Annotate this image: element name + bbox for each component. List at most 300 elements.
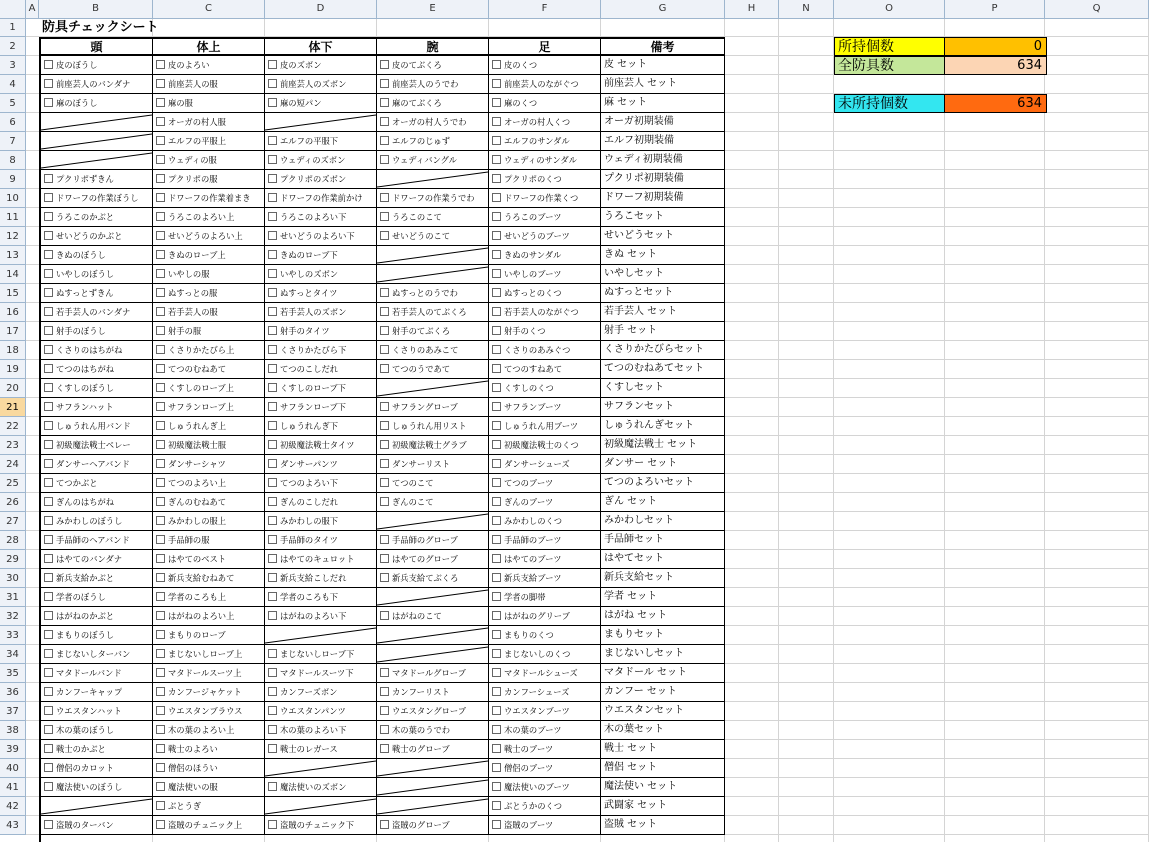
item-cell[interactable] xyxy=(153,721,265,740)
item-cell[interactable] xyxy=(489,189,601,208)
checkbox[interactable] xyxy=(156,231,165,240)
checkbox[interactable] xyxy=(268,421,277,430)
checkbox[interactable] xyxy=(156,687,165,696)
header-3[interactable]: 体下 xyxy=(265,39,377,56)
checkbox[interactable] xyxy=(44,611,53,620)
item-cell[interactable] xyxy=(265,189,377,208)
checkbox[interactable] xyxy=(156,212,165,221)
column-header-g[interactable]: G xyxy=(601,0,725,19)
checkbox[interactable] xyxy=(492,174,501,183)
checkbox[interactable] xyxy=(44,573,53,582)
item-cell[interactable] xyxy=(489,208,601,227)
checkbox[interactable] xyxy=(156,763,165,772)
checkbox[interactable] xyxy=(268,478,277,487)
item-cell[interactable] xyxy=(153,550,265,569)
checkbox[interactable] xyxy=(492,307,501,316)
item-cell[interactable] xyxy=(265,588,377,607)
row-header-16[interactable]: 16 xyxy=(0,303,26,322)
row-header-3[interactable]: 3 xyxy=(0,56,26,75)
checkbox[interactable] xyxy=(156,364,165,373)
set-note[interactable]: ウェディ初期装備 xyxy=(601,151,725,170)
set-note[interactable]: ドワーフ初期装備 xyxy=(601,189,725,208)
checkbox[interactable] xyxy=(380,459,389,468)
set-note[interactable]: サフランセット xyxy=(601,398,725,417)
checkbox[interactable] xyxy=(156,326,165,335)
row-header-9[interactable]: 9 xyxy=(0,170,26,189)
row-header-12[interactable]: 12 xyxy=(0,227,26,246)
row-header-25[interactable]: 25 xyxy=(0,474,26,493)
row-header-41[interactable]: 41 xyxy=(0,778,26,797)
item-cell[interactable] xyxy=(153,569,265,588)
item-cell[interactable] xyxy=(153,493,265,512)
set-note[interactable]: きぬ セット xyxy=(601,246,725,265)
checkbox[interactable] xyxy=(380,117,389,126)
checkbox[interactable] xyxy=(268,706,277,715)
sheet-title[interactable]: 防具チェックシート xyxy=(42,20,159,35)
checkbox[interactable] xyxy=(268,459,277,468)
checkbox[interactable] xyxy=(156,535,165,544)
item-cell[interactable] xyxy=(377,56,489,75)
checkbox[interactable] xyxy=(156,250,165,259)
checkbox[interactable] xyxy=(380,725,389,734)
set-note[interactable]: ダンサー セット xyxy=(601,455,725,474)
item-cell[interactable] xyxy=(489,284,601,303)
item-cell[interactable] xyxy=(41,341,153,360)
set-note[interactable]: マタドール セット xyxy=(601,664,725,683)
item-cell[interactable] xyxy=(377,113,489,132)
checkbox[interactable] xyxy=(156,155,165,164)
checkbox[interactable] xyxy=(268,725,277,734)
item-cell[interactable] xyxy=(265,645,377,664)
set-note[interactable]: 若手芸人 セット xyxy=(601,303,725,322)
checkbox[interactable] xyxy=(44,763,53,772)
item-cell[interactable] xyxy=(489,740,601,759)
item-cell[interactable] xyxy=(265,683,377,702)
checkbox[interactable] xyxy=(156,649,165,658)
set-note[interactable]: ぬすっとセット xyxy=(601,284,725,303)
checkbox[interactable] xyxy=(44,459,53,468)
item-cell[interactable] xyxy=(153,398,265,417)
checkbox[interactable] xyxy=(268,516,277,525)
item-cell[interactable] xyxy=(265,303,377,322)
checkbox[interactable] xyxy=(44,668,53,677)
item-cell[interactable] xyxy=(265,379,377,398)
unowned-label[interactable]: 未所持個数 xyxy=(834,94,945,113)
item-cell[interactable] xyxy=(153,322,265,341)
checkbox[interactable] xyxy=(268,573,277,582)
checkbox[interactable] xyxy=(44,706,53,715)
checkbox[interactable] xyxy=(44,535,53,544)
item-cell[interactable] xyxy=(41,436,153,455)
checkbox[interactable] xyxy=(156,288,165,297)
item-cell[interactable] xyxy=(265,778,377,797)
item-cell[interactable] xyxy=(153,208,265,227)
item-cell[interactable] xyxy=(265,417,377,436)
checkbox[interactable] xyxy=(156,820,165,829)
checkbox[interactable] xyxy=(380,573,389,582)
item-cell[interactable] xyxy=(41,550,153,569)
checkbox[interactable] xyxy=(268,592,277,601)
item-cell[interactable] xyxy=(377,721,489,740)
item-cell[interactable] xyxy=(377,607,489,626)
checkbox[interactable] xyxy=(156,383,165,392)
checkbox[interactable] xyxy=(492,402,501,411)
checkbox[interactable] xyxy=(492,535,501,544)
item-cell[interactable] xyxy=(153,588,265,607)
item-cell[interactable] xyxy=(489,360,601,379)
checkbox[interactable] xyxy=(380,364,389,373)
checkbox[interactable] xyxy=(492,459,501,468)
checkbox[interactable] xyxy=(156,782,165,791)
item-cell[interactable] xyxy=(153,645,265,664)
checkbox[interactable] xyxy=(268,98,277,107)
row-header-10[interactable]: 10 xyxy=(0,189,26,208)
row-header-42[interactable]: 42 xyxy=(0,797,26,816)
set-note[interactable]: 学者 セット xyxy=(601,588,725,607)
item-cell[interactable] xyxy=(153,303,265,322)
item-cell[interactable] xyxy=(265,284,377,303)
checkbox[interactable] xyxy=(492,725,501,734)
row-header-20[interactable]: 20 xyxy=(0,379,26,398)
item-cell[interactable] xyxy=(489,588,601,607)
checkbox[interactable] xyxy=(380,554,389,563)
checkbox[interactable] xyxy=(492,98,501,107)
set-note[interactable]: オーガ初期装備 xyxy=(601,113,725,132)
item-cell[interactable] xyxy=(153,132,265,151)
column-header-n[interactable]: N xyxy=(779,0,834,19)
row-header-21[interactable]: 21 xyxy=(0,398,26,417)
checkbox[interactable] xyxy=(156,307,165,316)
item-cell[interactable] xyxy=(265,664,377,683)
checkbox[interactable] xyxy=(156,402,165,411)
checkbox[interactable] xyxy=(380,402,389,411)
set-note[interactable]: いやしセット xyxy=(601,265,725,284)
item-cell[interactable] xyxy=(265,227,377,246)
checkbox[interactable] xyxy=(44,744,53,753)
item-cell[interactable] xyxy=(153,417,265,436)
checkbox[interactable] xyxy=(268,136,277,145)
set-note[interactable]: 新兵支給セット xyxy=(601,569,725,588)
set-note[interactable]: くさりかたびらセット xyxy=(601,341,725,360)
header-2[interactable]: 体上 xyxy=(153,39,265,56)
row-header-1[interactable]: 1 xyxy=(0,19,26,37)
item-cell[interactable] xyxy=(153,797,265,816)
checkbox[interactable] xyxy=(268,79,277,88)
set-note[interactable]: うろこセット xyxy=(601,208,725,227)
checkbox[interactable] xyxy=(44,497,53,506)
item-cell[interactable] xyxy=(153,170,265,189)
checkbox[interactable] xyxy=(380,307,389,316)
row-header-34[interactable]: 34 xyxy=(0,645,26,664)
checkbox[interactable] xyxy=(44,725,53,734)
checkbox[interactable] xyxy=(44,383,53,392)
item-cell[interactable] xyxy=(489,474,601,493)
item-cell[interactable] xyxy=(377,227,489,246)
item-cell[interactable] xyxy=(41,664,153,683)
checkbox[interactable] xyxy=(492,668,501,677)
item-cell[interactable] xyxy=(265,360,377,379)
checkbox[interactable] xyxy=(268,668,277,677)
item-cell[interactable] xyxy=(153,759,265,778)
checkbox[interactable] xyxy=(380,611,389,620)
item-cell[interactable] xyxy=(265,531,377,550)
checkbox[interactable] xyxy=(492,250,501,259)
item-cell[interactable] xyxy=(265,208,377,227)
item-cell[interactable] xyxy=(265,56,377,75)
checkbox[interactable] xyxy=(156,174,165,183)
column-header-p[interactable]: P xyxy=(945,0,1045,19)
checkbox[interactable] xyxy=(268,611,277,620)
item-cell[interactable] xyxy=(153,664,265,683)
item-cell[interactable] xyxy=(153,75,265,94)
item-cell[interactable] xyxy=(265,436,377,455)
checkbox[interactable] xyxy=(268,288,277,297)
checkbox[interactable] xyxy=(380,155,389,164)
item-cell[interactable] xyxy=(265,265,377,284)
checkbox[interactable] xyxy=(156,60,165,69)
checkbox[interactable] xyxy=(44,60,53,69)
set-note[interactable]: せいどうセット xyxy=(601,227,725,246)
item-cell[interactable] xyxy=(489,607,601,626)
checkbox[interactable] xyxy=(380,687,389,696)
item-cell[interactable] xyxy=(153,531,265,550)
checkbox[interactable] xyxy=(44,288,53,297)
item-cell[interactable] xyxy=(41,721,153,740)
item-cell[interactable] xyxy=(377,816,489,835)
checkbox[interactable] xyxy=(380,820,389,829)
checkbox[interactable] xyxy=(156,136,165,145)
item-cell[interactable] xyxy=(377,398,489,417)
item-cell[interactable] xyxy=(377,493,489,512)
checkbox[interactable] xyxy=(268,649,277,658)
item-cell[interactable] xyxy=(265,474,377,493)
item-cell[interactable] xyxy=(41,683,153,702)
checkbox[interactable] xyxy=(380,440,389,449)
item-cell[interactable] xyxy=(489,645,601,664)
item-cell[interactable] xyxy=(41,455,153,474)
checkbox[interactable] xyxy=(44,782,53,791)
row-header-18[interactable]: 18 xyxy=(0,341,26,360)
checkbox[interactable] xyxy=(492,193,501,202)
set-note[interactable]: はやてセット xyxy=(601,550,725,569)
select-all-corner[interactable] xyxy=(0,0,26,19)
set-note[interactable]: まもりセット xyxy=(601,626,725,645)
checkbox[interactable] xyxy=(492,611,501,620)
row-header-13[interactable]: 13 xyxy=(0,246,26,265)
checkbox[interactable] xyxy=(268,820,277,829)
checkbox[interactable] xyxy=(268,345,277,354)
item-cell[interactable] xyxy=(41,360,153,379)
checkbox[interactable] xyxy=(268,554,277,563)
checkbox[interactable] xyxy=(44,79,53,88)
item-cell[interactable] xyxy=(377,436,489,455)
checkbox[interactable] xyxy=(492,573,501,582)
checkbox[interactable] xyxy=(380,193,389,202)
row-header-24[interactable]: 24 xyxy=(0,455,26,474)
set-note[interactable]: ぎん セット xyxy=(601,493,725,512)
item-cell[interactable] xyxy=(153,702,265,721)
item-cell[interactable] xyxy=(153,341,265,360)
item-cell[interactable] xyxy=(489,341,601,360)
item-cell[interactable] xyxy=(377,132,489,151)
item-cell[interactable] xyxy=(265,569,377,588)
item-cell[interactable] xyxy=(153,94,265,113)
checkbox[interactable] xyxy=(156,117,165,126)
set-note[interactable]: はがね セット xyxy=(601,607,725,626)
checkbox[interactable] xyxy=(492,117,501,126)
item-cell[interactable] xyxy=(41,189,153,208)
item-cell[interactable] xyxy=(489,702,601,721)
row-header-23[interactable]: 23 xyxy=(0,436,26,455)
checkbox[interactable] xyxy=(492,345,501,354)
item-cell[interactable] xyxy=(377,455,489,474)
checkbox[interactable] xyxy=(492,630,501,639)
checkbox[interactable] xyxy=(380,421,389,430)
checkbox[interactable] xyxy=(380,497,389,506)
item-cell[interactable] xyxy=(489,626,601,645)
item-cell[interactable] xyxy=(153,379,265,398)
item-cell[interactable] xyxy=(377,550,489,569)
checkbox[interactable] xyxy=(268,383,277,392)
checkbox[interactable] xyxy=(492,136,501,145)
set-note[interactable]: しゅうれんぎセット xyxy=(601,417,725,436)
checkbox[interactable] xyxy=(156,459,165,468)
row-header-26[interactable]: 26 xyxy=(0,493,26,512)
item-cell[interactable] xyxy=(489,569,601,588)
checkbox[interactable] xyxy=(156,193,165,202)
set-note[interactable]: カンフー セット xyxy=(601,683,725,702)
header-1[interactable]: 頭 xyxy=(41,39,153,56)
checkbox[interactable] xyxy=(380,744,389,753)
row-header-8[interactable]: 8 xyxy=(0,151,26,170)
row-header-19[interactable]: 19 xyxy=(0,360,26,379)
item-cell[interactable] xyxy=(265,170,377,189)
item-cell[interactable] xyxy=(41,170,153,189)
checkbox[interactable] xyxy=(44,269,53,278)
column-header-a[interactable]: A xyxy=(26,0,39,19)
row-header-2[interactable]: 2 xyxy=(0,37,26,56)
set-note[interactable]: 木の葉セット xyxy=(601,721,725,740)
row-header-39[interactable]: 39 xyxy=(0,740,26,759)
item-cell[interactable] xyxy=(265,493,377,512)
item-cell[interactable] xyxy=(489,816,601,835)
row-header-14[interactable]: 14 xyxy=(0,265,26,284)
checkbox[interactable] xyxy=(380,535,389,544)
set-note[interactable]: 戦士 セット xyxy=(601,740,725,759)
item-cell[interactable] xyxy=(41,246,153,265)
item-cell[interactable] xyxy=(489,170,601,189)
checkbox[interactable] xyxy=(268,402,277,411)
item-cell[interactable] xyxy=(153,265,265,284)
checkbox[interactable] xyxy=(380,60,389,69)
checkbox[interactable] xyxy=(44,440,53,449)
checkbox[interactable] xyxy=(156,592,165,601)
item-cell[interactable] xyxy=(265,151,377,170)
checkbox[interactable] xyxy=(268,231,277,240)
column-header-b[interactable]: B xyxy=(39,0,153,19)
checkbox[interactable] xyxy=(44,193,53,202)
set-note[interactable]: まじないしセット xyxy=(601,645,725,664)
item-cell[interactable] xyxy=(41,322,153,341)
row-header-31[interactable]: 31 xyxy=(0,588,26,607)
row-header-15[interactable]: 15 xyxy=(0,284,26,303)
set-note[interactable]: 前座芸人 セット xyxy=(601,75,725,94)
checkbox[interactable] xyxy=(268,174,277,183)
item-cell[interactable] xyxy=(41,208,153,227)
checkbox[interactable] xyxy=(156,79,165,88)
set-note[interactable]: 僧侶 セット xyxy=(601,759,725,778)
item-cell[interactable] xyxy=(377,208,489,227)
row-header-32[interactable]: 32 xyxy=(0,607,26,626)
checkbox[interactable] xyxy=(380,136,389,145)
set-note[interactable]: てつのむねあてセット xyxy=(601,360,725,379)
item-cell[interactable] xyxy=(41,569,153,588)
column-header-f[interactable]: F xyxy=(489,0,601,19)
item-cell[interactable] xyxy=(489,94,601,113)
item-cell[interactable] xyxy=(153,189,265,208)
row-header-40[interactable]: 40 xyxy=(0,759,26,778)
checkbox[interactable] xyxy=(492,801,501,810)
item-cell[interactable] xyxy=(265,721,377,740)
item-cell[interactable] xyxy=(153,436,265,455)
row-header-43[interactable]: 43 xyxy=(0,816,26,835)
item-cell[interactable] xyxy=(153,512,265,531)
checkbox[interactable] xyxy=(44,174,53,183)
set-note[interactable]: 手品師セット xyxy=(601,531,725,550)
header-5[interactable]: 足 xyxy=(489,39,601,56)
checkbox[interactable] xyxy=(380,478,389,487)
item-cell[interactable] xyxy=(41,398,153,417)
checkbox[interactable] xyxy=(380,288,389,297)
item-cell[interactable] xyxy=(489,379,601,398)
item-cell[interactable] xyxy=(377,322,489,341)
item-cell[interactable] xyxy=(153,113,265,132)
item-cell[interactable] xyxy=(489,759,601,778)
row-header-30[interactable]: 30 xyxy=(0,569,26,588)
checkbox[interactable] xyxy=(492,649,501,658)
item-cell[interactable] xyxy=(489,550,601,569)
row-header-38[interactable]: 38 xyxy=(0,721,26,740)
item-cell[interactable] xyxy=(41,94,153,113)
item-cell[interactable] xyxy=(489,512,601,531)
checkbox[interactable] xyxy=(492,554,501,563)
checkbox[interactable] xyxy=(44,250,53,259)
item-cell[interactable] xyxy=(489,417,601,436)
item-cell[interactable] xyxy=(41,379,153,398)
checkbox[interactable] xyxy=(268,250,277,259)
item-cell[interactable] xyxy=(153,816,265,835)
checkbox[interactable] xyxy=(492,592,501,601)
checkbox[interactable] xyxy=(156,554,165,563)
checkbox[interactable] xyxy=(44,364,53,373)
item-cell[interactable] xyxy=(41,531,153,550)
item-cell[interactable] xyxy=(489,531,601,550)
checkbox[interactable] xyxy=(380,345,389,354)
checkbox[interactable] xyxy=(268,60,277,69)
item-cell[interactable] xyxy=(265,246,377,265)
row-header-17[interactable]: 17 xyxy=(0,322,26,341)
set-note[interactable]: みかわしセット xyxy=(601,512,725,531)
total-value[interactable]: 634 xyxy=(944,56,1047,75)
column-header-e[interactable]: E xyxy=(377,0,489,19)
item-cell[interactable] xyxy=(489,151,601,170)
item-cell[interactable] xyxy=(153,56,265,75)
set-note[interactable]: プクリポ初期装備 xyxy=(601,170,725,189)
checkbox[interactable] xyxy=(380,212,389,221)
item-cell[interactable] xyxy=(489,132,601,151)
item-cell[interactable] xyxy=(377,189,489,208)
item-cell[interactable] xyxy=(153,284,265,303)
